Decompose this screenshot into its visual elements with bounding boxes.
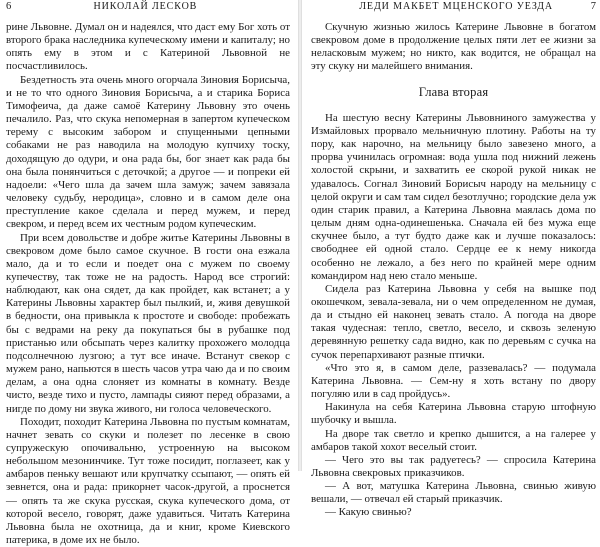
right-running-head xyxy=(311,1,596,17)
left-page xyxy=(0,0,298,547)
right-paragraph: — Чего это вы так радуетесь? — спросила Катерина Львовна свекровых приказчиков. xyxy=(311,453,596,479)
left-paragraph: При всем довольстве и добре житье Катерины Львовны в свекровом доме было самое скучное. В гости она езжала мало, да и то если и поедет она с мужем по своему купечеству, так тоже не на радость. Народ все строгий: наблюдают, как она сядет, да как пройдет, как встанет; а у Катерины Львовны характер был пылкий, и, живя девушкой в бедности, она привыкла к простоте и свободе: пробежать бы с ведрами на реку да покупаться бы в рубашке под пристанью или обсыпать через калитку прохожего молодца подсолнечною лузгою; а тут все иначе. Встанут свекор с мужем рано, напьются в шесть часов утра чаю да и по своим делам, а она одна слоняет из комнаты в комнату. Везде чисто, везде тихо и пусто, лампады сияют перед образами, а нигде по дому ни звука живого, ни голоса человеческого. xyxy=(6,231,290,415)
right-paragraph: На дворе так светло и крепко дышится, а на галерее у амбаров такой хохот веселый стоит. xyxy=(311,427,596,453)
right-paragraph: «Что это я, в самом деле, раззевалась? — подумала Катерина Львовна. — Сем-ну я хоть встану по двору погуляю или в сад пройдусь». xyxy=(311,361,596,401)
right-paragraph: — А вот, матушка Катерина Львовна, свинью живую вешали, — отвечал ей старый приказчик. xyxy=(311,480,596,506)
left-running-title: НИКОЛАЙ ЛЕСКОВ xyxy=(93,1,198,12)
left-paragraph: рине Львовне. Думал он и надеялся, что даст ему Бог хоть от второго брака наследника купеческому имени и капиталу; но опять ему в этом и с Катериной Львовной не посчастливилось. xyxy=(6,21,290,73)
left-paragraph: Походит, походит Катерина Львовна по пустым комнатам, начнет зевать со скуки и полезет по лесенке в свою супружескую опочивальню, устроенную на высоком небольшом мезонинчике. Тут тоже посидит, поглазеет, как у амбаров пеньку вешают или крупчатку ссыпают, — опять ей зевнется, она и рада: прикорнет часок-другой, а проснется — опять та же скука русская, скука купеческого дома, от которой весело, говорят, даже удавиться. Читать Катерина Львовна была не охотница, да и книг, кроме Киевского патерика, в доме их не было. xyxy=(6,415,290,547)
chapter-body xyxy=(311,112,596,520)
right-page-number: 7 xyxy=(590,1,596,12)
chapter-title: Глава вторая xyxy=(418,84,489,99)
left-page-text xyxy=(6,21,290,547)
right-paragraph: На шестую весну Катерины Львовниного замужества у Измайловых прорвало мельничную плотину. Работы на ту пору, как нарочно, на мельницу было завезено много, а прорва учинилась огромная: вода ушла под нижний лежень холостой скрыни, и захватить ее скорой рукой никак не удавалось. Согнал Зиновий Борисыч народу на мельницу с целой округи и сам там сидел безотлучно; городские дела уж один старик правил, а Катерина Львовна маялась дома по целым дням одна-одинешенька. Сначала ей без мужа еще скучнее было, а тут будто даже как и лучше показалось: свободнее ей одной стало. Сердце ее к нему никогда особенно не лежало, а без него по крайней мере одним командиром над нею стало меньше. xyxy=(311,111,596,282)
left-page-number: 6 xyxy=(6,1,12,12)
left-running-head xyxy=(6,1,290,17)
intro-paragraph: Скучную жизнью жилось Катерине Львовне в богатом свекровом доме в продолжение целых пяти лет ее жизни за неласковым мужем; но никто, как водится, не обращал на эту скуку ни малейшего внимания. xyxy=(311,21,596,73)
left-paragraph: Бездетность эта очень много огорчала Зиновия Борисыча, и не то что одного Зиновия Борисыча, а и старика Бориса Тимофеича, да даже самоё Катерину Львовну это очень печалило. Раз, что скука непомерная в запертом купеческом терему с высоким забором и спущенными цепными собаками не раз наводила на молодую купчиху тоску, доходящую до одури, и она рада бы, бог знает как рада бы она была понянчиться с деточкой; а другое — и попреки ей надоели: «Чего шла да зачем шла замуж; зачем завязала человеку судьбу, неродица», словно и в самом деле она преступление какое сделала и перед мужем, и перед свекром, и перед всем их честным родом купеческим. xyxy=(6,73,290,231)
right-page xyxy=(298,0,600,519)
right-paragraph: — Какую свинью? xyxy=(325,506,412,519)
right-page-text xyxy=(311,21,596,520)
right-paragraph: Накинула на себя Катерина Львовна старую штофную шубочку и вышла. xyxy=(311,401,596,427)
right-running-title: ЛЕДИ МАКБЕТ МЦЕНСКОГО УЕЗДА xyxy=(359,1,553,12)
right-paragraph: Сидела раз Катерина Львовна у себя на вышке под окошечком, зевала-зевала, ни о чем определенном не думая, да и стыдно ей наконец зевать стало. А погода на дворе такая чудесная: тепло, светло, весело, и сквозь зеленую деревянную решетку сада видно, как по деревьям с сучка на сучок перепархивают разные птички. xyxy=(311,282,596,361)
